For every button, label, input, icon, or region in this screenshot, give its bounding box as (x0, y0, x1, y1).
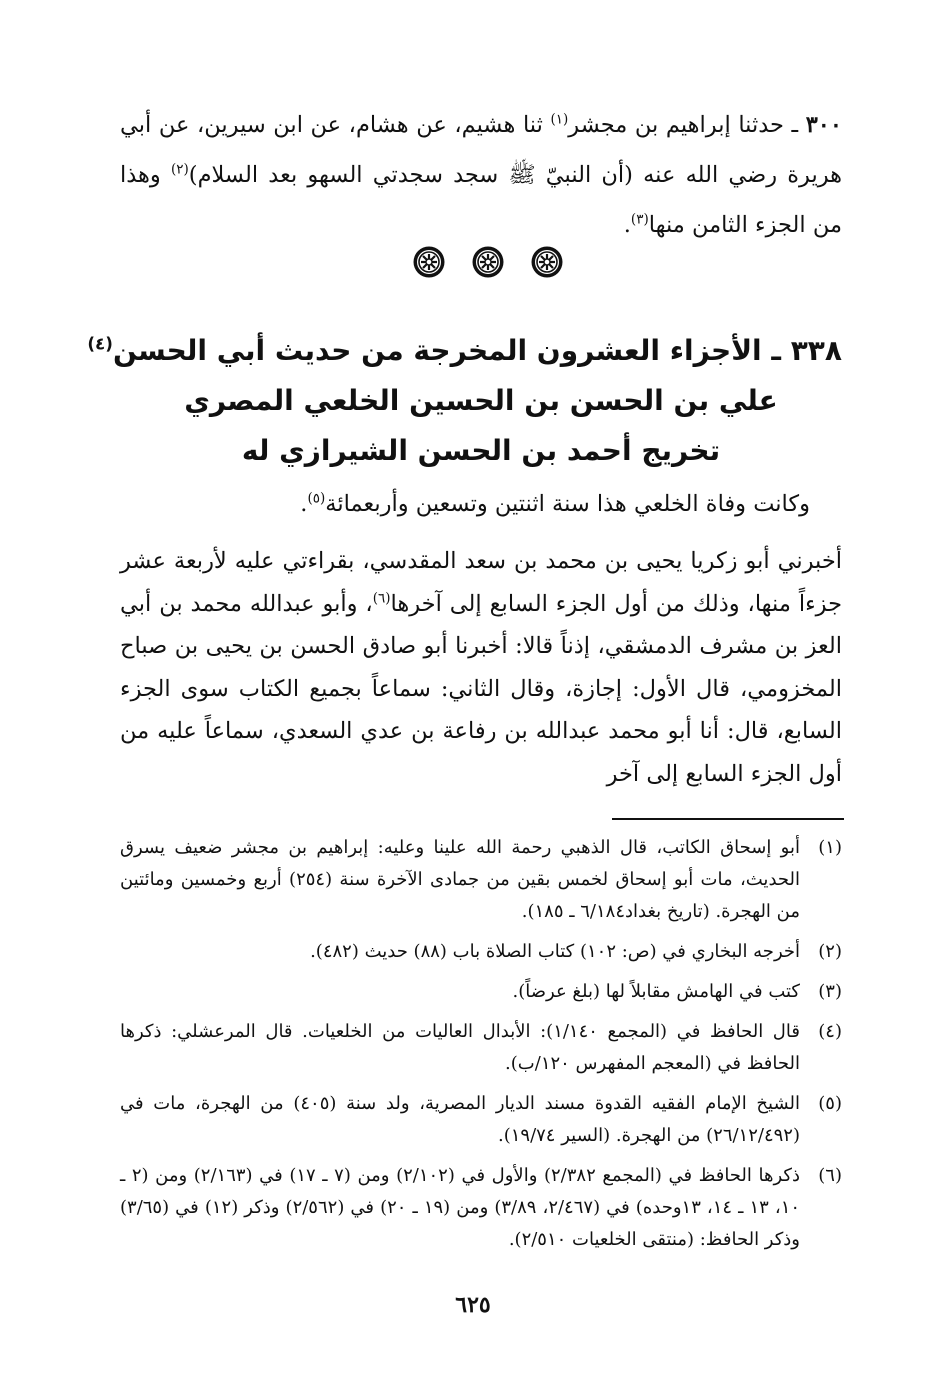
footnote-number: (١) (818, 837, 842, 858)
footnote-text: أخرجه البخاري في (ص: ١٠٢) كتاب الصلاة باب (٨٨) حديث (٤٨٢). (310, 941, 800, 962)
footnote-number: (٢) (818, 941, 842, 962)
footnote-item (120, 936, 842, 968)
footnote-marker[interactable]: (١) (550, 111, 569, 128)
page-number: ٦٢٥ (455, 1292, 491, 1318)
footnote-marker[interactable]: (٢) (170, 161, 189, 178)
entry-text: ثنا هشيم، عن هشام، عن ابن سيرين، عن أبي هريرة رضي الله عنه (أن النبيّ ﷺ سجد سجدتي السهو بعد السلام) (120, 112, 842, 188)
ornament-icon (412, 245, 446, 279)
isnad-text: ، وأبو عبدالله محمد بن أبي العز بن مشرف الدمشقي، إذناً قالا: أخبرنا أبو صادق الحسن بن يحيى بن صباح المخزومي، قال الأول: إجازة، وقال الثاني: سماعاً بجميع الكتاب سوى الجزء السابع، قال: أنا أبو محمد عبدالله بن رفاعة بن عدي السعدي، سماعاً عليه من أول الجزء السابع إلى آخر (120, 590, 842, 787)
ornament-icon (471, 245, 505, 279)
title-line-2: علي بن الحسن بن الحسين الخلعي المصري (184, 384, 778, 417)
entry-338-title (87, 326, 842, 476)
footnote-text: ذكرها الحافظ في (المجمع ٢/٣٨٢) والأول في (٢/١٠٢) ومن (٧ ـ ١٧) في (٢/١٦٣) ومن (٢ ـ ١٠، ١٣ ـ ١٤، ١٣وحده) في (٢/٤٦٧، ٣/٨٩) ومن (١٩ ـ ٢٠) في (٢/٥٦٢) وذكر (١٢) في (٣/٦٥) وذكر الحافظ: (منتقى الخلعيات ٢/٥١٠). (120, 1165, 801, 1250)
footnote-separator (612, 818, 844, 820)
footnote-text: كتب في الهامش مقابلاً لها (بلغ عرضاً). (512, 981, 800, 1002)
footnote-text: الشيخ الإمام الفقيه القدوة مسند الديار المصرية، ولد سنة (٤٠٥) من الهجرة، مات في (٢٦/١٢/٤٩٢) من الهجرة. (السير ١٩/٧٤). (120, 1093, 800, 1146)
entry-text: ـ حدثنا إبراهيم بن مجشر (568, 112, 806, 138)
ornament-icon (530, 245, 564, 279)
footnotes (120, 832, 842, 1264)
footnote-number: (٦) (818, 1165, 842, 1186)
death-note (120, 482, 810, 526)
section-divider-ornaments (412, 245, 564, 281)
title-line-1 (87, 326, 842, 376)
entry-text: وهذا من الجزء الثامن منها (120, 162, 842, 238)
footnote-number: (٣) (818, 981, 842, 1002)
footnote-item (120, 1160, 842, 1256)
isnad-text: أخبرني أبو زكريا يحيى بن محمد بن سعد المقدسي، بقراءتي عليه لأربعة عشر جزءاً منها، وذلك من أول الجزء السابع إلى آخرها (120, 548, 842, 617)
entry-300-paragraph (120, 100, 842, 250)
isnad-paragraph (120, 540, 842, 795)
title-line-3: تخريج أحمد بن الحسن الشيرازي له (241, 434, 721, 467)
death-end: . (300, 491, 308, 517)
footnote-marker[interactable]: (٦) (372, 590, 391, 606)
footnote-text: أبو إسحاق الكاتب، قال الذهبي رحمة الله علينا وعليه: إبراهيم بن مجشر ضعيف يسرق الحديث، مات أبو إسحاق لخمس بقين من جمادى الآخرة سنة (٢٥٤) أربع وخمسين ومائتين من الهجرة. (تاريخ بغداد٦/١٨٤ ـ ١٨٥). (120, 837, 800, 922)
footnote-number: (٤) (818, 1021, 842, 1042)
footnote-text: قال الحافظ في (المجمع ١/١٤٠): الأبدال العاليات من الخلعيات. قال المرعشلي: ذكرها الحافظ في (المعجم المفهرس ١٢٠/ب). (120, 1021, 800, 1074)
footnote-marker[interactable]: (٤) (87, 333, 113, 354)
footnote-item (120, 1016, 842, 1080)
footnote-item (120, 976, 842, 1008)
title-text: ٣٣٨ ـ الأجزاء العشرون المخرجة من حديث أبي الحسن (112, 334, 842, 367)
footnote-item (120, 1088, 842, 1152)
entry-text: . (623, 212, 631, 238)
entry-number: ٣٠٠ (805, 112, 842, 138)
footnote-marker[interactable]: (٣) (630, 211, 649, 228)
death-text: وكانت وفاة الخلعي هذا سنة اثنتين وتسعين وأربعمائة (325, 491, 810, 517)
footnote-number: (٥) (818, 1093, 842, 1114)
footnote-marker[interactable]: (٥) (307, 490, 326, 507)
footnote-item (120, 832, 842, 928)
